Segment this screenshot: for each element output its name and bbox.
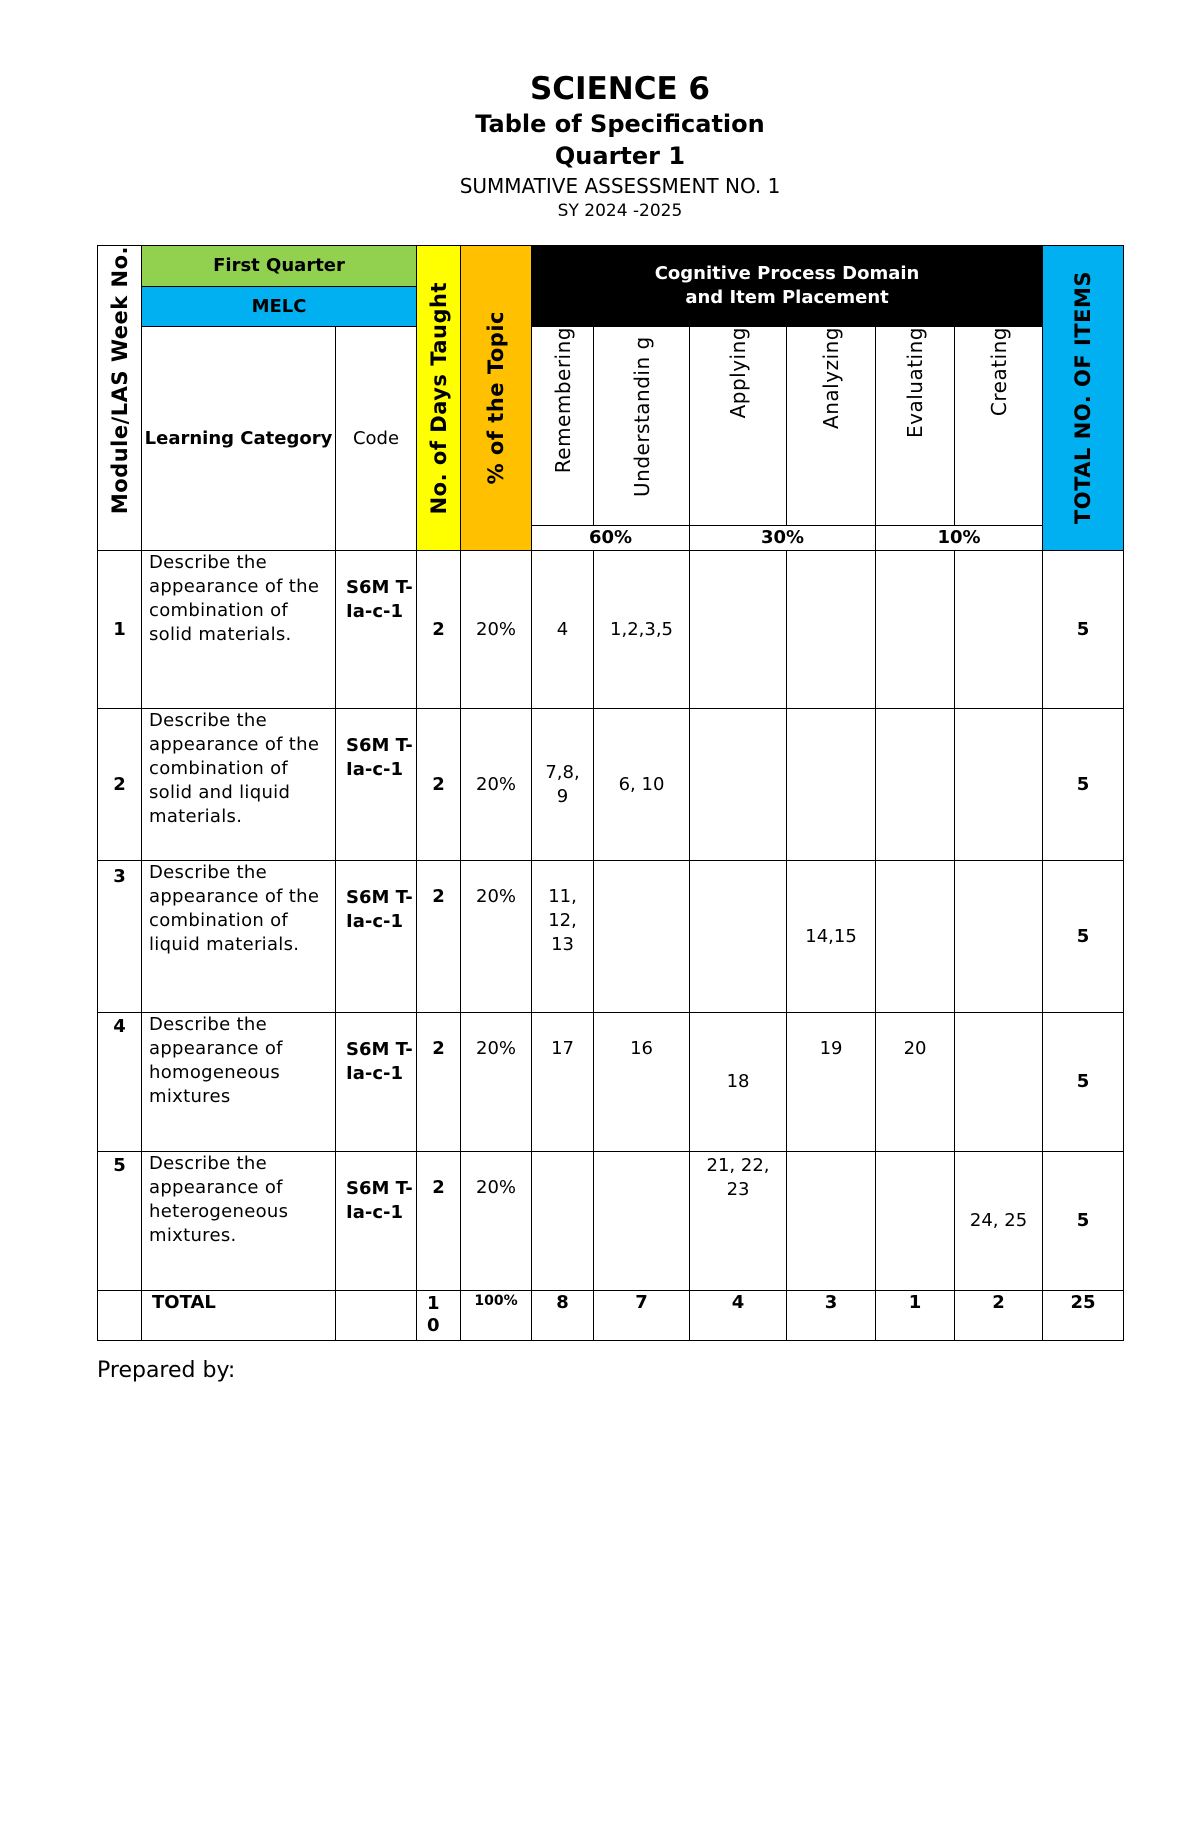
understanding-items	[594, 1152, 690, 1291]
learning-competency: Describe the appearance of homogeneous mixtures	[142, 1013, 336, 1152]
analyzing-items	[787, 551, 876, 709]
remembering-items: 17	[532, 1013, 594, 1152]
evaluating-items	[876, 551, 955, 709]
total-items: 5	[1043, 1013, 1124, 1152]
understanding-items: 6, 10	[594, 709, 690, 861]
applying-items	[690, 861, 787, 1013]
assessment-label: SUMMATIVE ASSESSMENT NO. 1	[459, 174, 781, 198]
domain-analyzing: Analyzing	[787, 327, 876, 526]
pct-topic: 20%	[461, 1152, 532, 1291]
weight-30: 30%	[690, 526, 876, 551]
melc-code: S6M T-Ia-c-1	[336, 1152, 417, 1291]
applying-items	[690, 709, 787, 861]
melc-header: MELC	[142, 287, 417, 327]
week-number: 4	[98, 1013, 142, 1152]
learning-competency: Describe the appearance of the combination of solid and liquid materials.	[142, 709, 336, 861]
days-taught: 2	[417, 709, 461, 861]
understanding-items: 16	[594, 1013, 690, 1152]
learning-competency: Describe the appearance of the combination of liquid materials.	[142, 861, 336, 1013]
pct-topic-header: % of the Topic	[461, 246, 532, 551]
remembering-items: 4	[532, 551, 594, 709]
code-header: Code	[336, 327, 417, 551]
melc-code: S6M T-Ia-c-1	[336, 861, 417, 1013]
prepared-by-label: Prepared by:	[97, 1358, 236, 1383]
totals-pct: 100%	[461, 1291, 532, 1341]
learning-competency: Describe the appearance of heterogeneous mixtures.	[142, 1152, 336, 1291]
totals-week-blank	[98, 1291, 142, 1341]
understanding-items: 1,2,3,5	[594, 551, 690, 709]
pct-topic: 20%	[461, 861, 532, 1013]
remembering-items: 7,8, 9	[532, 709, 594, 861]
totals-remembering: 8	[532, 1291, 594, 1341]
domain-applying: Applying	[690, 327, 787, 526]
learning-competency: Describe the appearance of the combination of solid materials.	[142, 551, 336, 709]
total-items: 5	[1043, 861, 1124, 1013]
totals-understanding: 7	[594, 1291, 690, 1341]
cognitive-domain-header	[532, 246, 1043, 327]
table-row	[98, 1013, 1124, 1152]
creating-items	[955, 1013, 1043, 1152]
evaluating-items	[876, 1152, 955, 1291]
days-taught: 2	[417, 1013, 461, 1152]
analyzing-items	[787, 1152, 876, 1291]
table-row	[98, 1152, 1124, 1291]
totals-creating: 2	[955, 1291, 1043, 1341]
table-row	[98, 861, 1124, 1013]
totals-evaluating: 1	[876, 1291, 955, 1341]
totals-days: 10	[417, 1291, 461, 1341]
evaluating-items	[876, 861, 955, 1013]
creating-items: 24, 25	[955, 1152, 1043, 1291]
melc-code: S6M T-Ia-c-1	[336, 551, 417, 709]
remembering-items: 11, 12, 13	[532, 861, 594, 1013]
domain-evaluating: Evaluating	[876, 327, 955, 526]
table-of-specification	[97, 245, 1124, 1341]
pct-topic: 20%	[461, 551, 532, 709]
weight-60: 60%	[532, 526, 690, 551]
learning-category-header: Learning Category	[142, 327, 336, 551]
applying-items: 21, 22, 23	[690, 1152, 787, 1291]
document-header	[0, 70, 1200, 222]
total-items-header: TOTAL NO. OF ITEMS	[1043, 246, 1124, 551]
pct-topic: 20%	[461, 1013, 532, 1152]
melc-code: S6M T-Ia-c-1	[336, 1013, 417, 1152]
week-number: 5	[98, 1152, 142, 1291]
domain-understanding: Understandin g	[594, 327, 690, 526]
module-week-header: Module/LAS Week No.	[98, 246, 142, 551]
analyzing-items: 19	[787, 1013, 876, 1152]
understanding-items	[594, 861, 690, 1013]
domain-remembering: Remembering	[532, 327, 594, 526]
total-items: 5	[1043, 709, 1124, 861]
totals-label: TOTAL	[142, 1291, 336, 1341]
creating-items	[955, 551, 1043, 709]
days-taught: 2	[417, 861, 461, 1013]
evaluating-items	[876, 709, 955, 861]
cognitive-domain-line1: Cognitive Process Domain	[654, 263, 920, 284]
totals-analyzing: 3	[787, 1291, 876, 1341]
first-quarter-header: First Quarter	[142, 246, 417, 287]
totals-code-blank	[336, 1291, 417, 1341]
school-year-label: SY 2024 -2025	[557, 201, 683, 221]
days-taught-header: No. of Days Taught	[417, 246, 461, 551]
cognitive-domain-line2: and Item Placement	[685, 287, 889, 308]
document-subtitle: Table of Specification	[475, 110, 765, 138]
week-number: 2	[98, 709, 142, 861]
total-items: 5	[1043, 551, 1124, 709]
domain-creating: Creating	[955, 327, 1043, 526]
week-number: 3	[98, 861, 142, 1013]
days-taught: 2	[417, 551, 461, 709]
creating-items	[955, 709, 1043, 861]
pct-topic: 20%	[461, 709, 532, 861]
evaluating-items: 20	[876, 1013, 955, 1152]
week-number: 1	[98, 551, 142, 709]
document-title: SCIENCE 6	[529, 71, 711, 107]
totals-applying: 4	[690, 1291, 787, 1341]
total-items: 5	[1043, 1152, 1124, 1291]
melc-code: S6M T-Ia-c-1	[336, 709, 417, 861]
remembering-items	[532, 1152, 594, 1291]
totals-row	[98, 1291, 1124, 1341]
creating-items	[955, 861, 1043, 1013]
days-taught: 2	[417, 1152, 461, 1291]
weight-10: 10%	[876, 526, 1043, 551]
table-row	[98, 709, 1124, 861]
totals-total-items: 25	[1043, 1291, 1124, 1341]
analyzing-items	[787, 709, 876, 861]
applying-items: 18	[690, 1013, 787, 1152]
analyzing-items: 14,15	[787, 861, 876, 1013]
applying-items	[690, 551, 787, 709]
quarter-label: Quarter 1	[554, 142, 686, 170]
table-row	[98, 551, 1124, 709]
